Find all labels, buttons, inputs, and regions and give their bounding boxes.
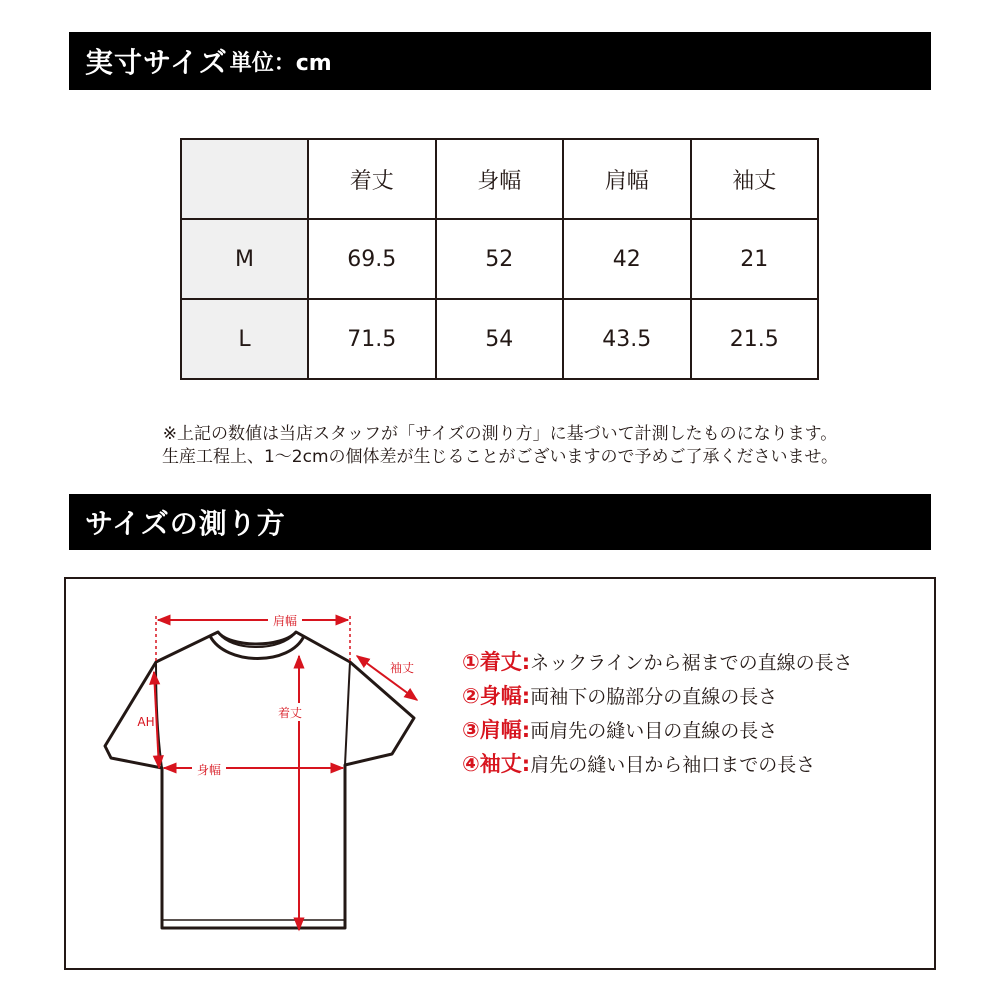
body-width-label: 身幅 xyxy=(196,763,222,777)
table-cell: 69.5 xyxy=(308,219,436,299)
shoulder-width-label: 肩幅 xyxy=(272,614,298,628)
legend-key: ①着丈: xyxy=(462,650,531,674)
table-row xyxy=(181,299,818,379)
size-table xyxy=(180,138,819,380)
measurement-legend xyxy=(462,644,853,780)
legend-desc: ネックラインから裾までの直線の長さ xyxy=(530,651,853,674)
header-body-width: 身幅 xyxy=(436,139,564,219)
legend-item-sleeve-length xyxy=(462,746,853,780)
table-cell: 42 xyxy=(563,219,691,299)
note-line-1: ※上記の数値は当店スタッフが「サイズの測り方」に基づいて計測したものになります。 xyxy=(162,424,838,444)
sleeve-length-label: 袖丈 xyxy=(389,661,415,675)
table-cell: 52 xyxy=(436,219,564,299)
legend-key: ②身幅: xyxy=(462,684,531,708)
legend-item-body-width xyxy=(462,678,853,712)
legend-key: ④袖丈: xyxy=(462,752,531,776)
tshirt-outline xyxy=(105,632,414,928)
size-label-m: M xyxy=(181,219,308,299)
header-shoulder-width: 肩幅 xyxy=(563,139,691,219)
table-row xyxy=(181,219,818,299)
legend-item-length xyxy=(462,644,853,678)
legend-key: ③肩幅: xyxy=(462,718,531,742)
armhole-label: AH xyxy=(137,715,155,729)
header-length: 着丈 xyxy=(308,139,436,219)
legend-item-shoulder-width xyxy=(462,712,853,746)
size-section-title: 実寸サイズ xyxy=(85,46,228,79)
legend-desc: 肩先の縫い目から袖口までの長さ xyxy=(530,753,816,776)
table-corner-cell xyxy=(181,139,308,219)
measure-section-title: サイズの測り方 xyxy=(85,507,286,540)
body-length-label: 着丈 xyxy=(277,706,303,720)
legend-desc: 両肩先の縫い目の直線の長さ xyxy=(530,719,778,742)
note-line-2: 生産工程上、1〜2cmの個体差が生じることがございますので予めご了承くださいませ。 xyxy=(161,447,839,467)
measurement-note xyxy=(60,423,940,469)
measure-section-header xyxy=(69,494,931,550)
table-cell: 21 xyxy=(691,219,819,299)
tshirt-diagram xyxy=(100,600,430,945)
header-sleeve-length: 袖丈 xyxy=(691,139,819,219)
size-section-header xyxy=(69,32,931,90)
unit-label: 単位：cm xyxy=(229,50,332,76)
legend-desc: 両袖下の脇部分の直線の長さ xyxy=(530,685,778,708)
table-cell: 43.5 xyxy=(563,299,691,379)
table-cell: 71.5 xyxy=(308,299,436,379)
table-cell: 21.5 xyxy=(691,299,819,379)
size-label-l: L xyxy=(181,299,308,379)
table-cell: 54 xyxy=(436,299,564,379)
table-header-row xyxy=(181,139,818,219)
